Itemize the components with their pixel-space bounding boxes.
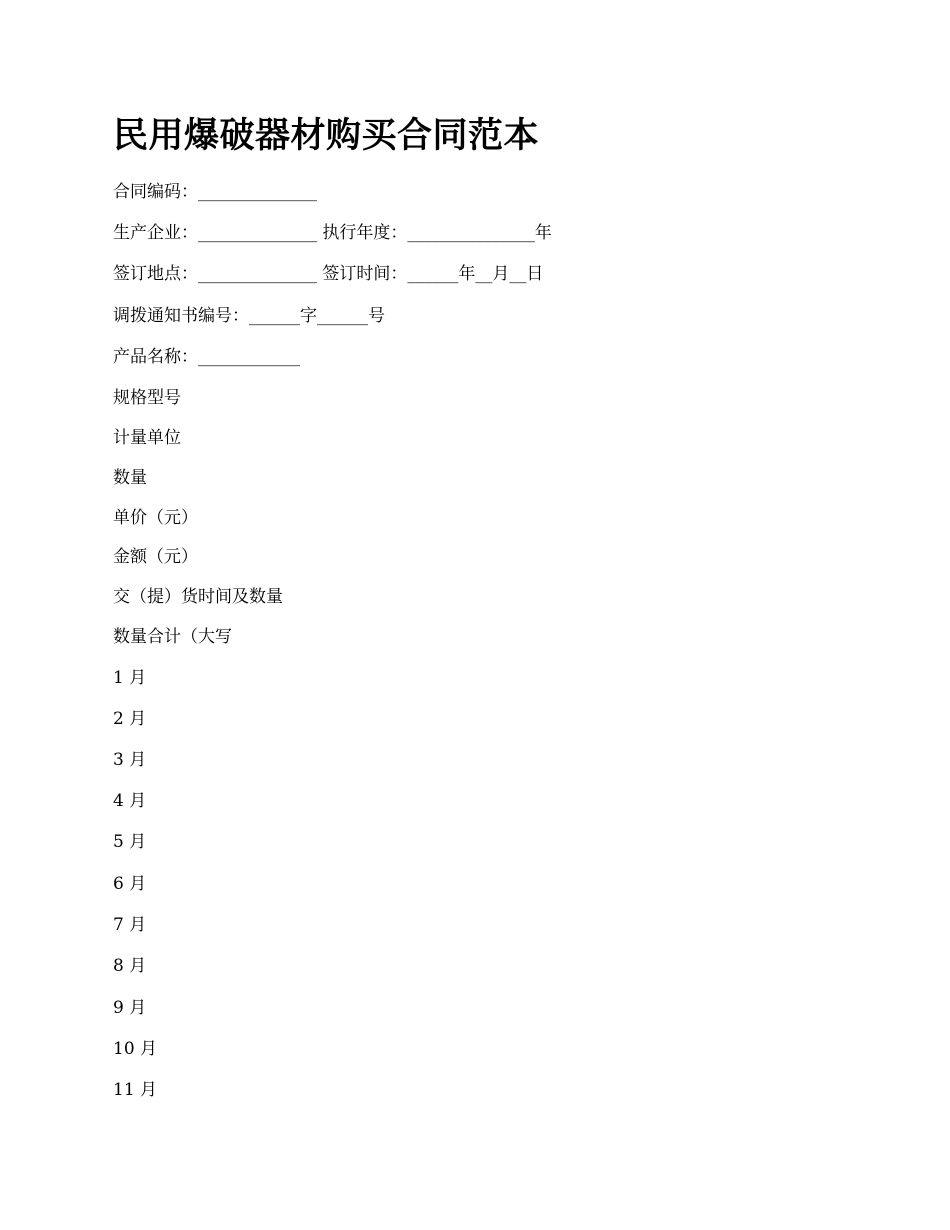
month-7-line: 7 月 <box>113 915 147 935</box>
amount-line: 金额（元） <box>113 547 198 567</box>
quantity-total-line: 数量合计（大写 <box>113 627 232 647</box>
month-2-line: 2 月 <box>113 709 147 729</box>
spec-model-line: 规格型号 <box>113 388 181 408</box>
month-1-line: 1 月 <box>113 668 147 688</box>
unit-price-line: 单价（元） <box>113 508 198 528</box>
producer-year-line: 生产企业：______________ 执行年度：_______________年 <box>113 223 552 243</box>
month-5-line: 5 月 <box>113 832 147 852</box>
month-9-line: 9 月 <box>113 998 147 1018</box>
quantity-line: 数量 <box>113 468 147 488</box>
product-name-line: 产品名称：____________ <box>113 347 300 367</box>
unit-line: 计量单位 <box>113 428 181 448</box>
month-6-line: 6 月 <box>113 874 147 894</box>
contract-number-line: 合同编码：______________ <box>113 182 317 202</box>
month-3-line: 3 月 <box>113 750 147 770</box>
month-4-line: 4 月 <box>113 791 147 811</box>
delivery-time-line: 交（提）货时间及数量 <box>113 587 283 607</box>
document-title: 民用爆破器材购买合同范本 <box>113 115 540 156</box>
month-8-line: 8 月 <box>113 956 147 976</box>
month-11-line: 11 月 <box>113 1080 158 1100</box>
signing-place-time-line: 签订地点：______________ 签订时间：______年__月__日 <box>113 264 544 284</box>
allocation-notice-line: 调拨通知书编号：______字______号 <box>113 306 385 326</box>
month-10-line: 10 月 <box>113 1039 158 1059</box>
